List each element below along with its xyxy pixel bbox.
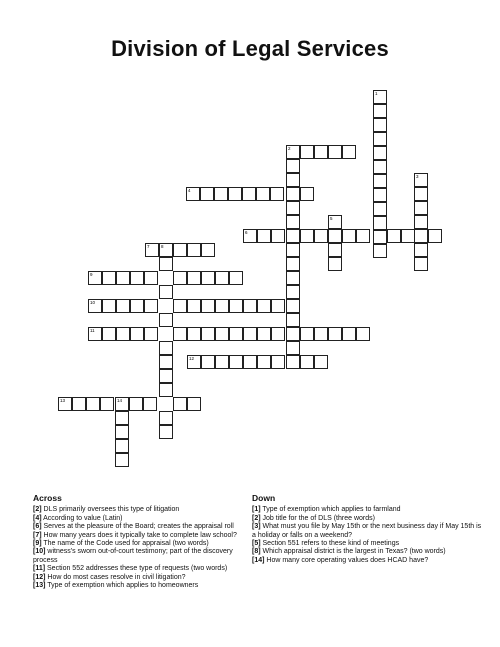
grid-cell[interactable] <box>257 299 271 313</box>
clue-text: According to value (Latin) <box>41 514 123 522</box>
grid-cell[interactable] <box>143 397 157 411</box>
grid-cell[interactable] <box>243 299 257 313</box>
clue-number: [2] <box>252 514 261 522</box>
grid-cell[interactable] <box>286 299 300 313</box>
cell-number: 10 <box>90 300 96 305</box>
grid-cell[interactable] <box>200 187 214 201</box>
grid-cell[interactable] <box>328 215 342 229</box>
grid-cell[interactable] <box>286 313 300 327</box>
down-clue <box>252 540 482 548</box>
grid-cell[interactable] <box>414 243 428 257</box>
grid-cell[interactable] <box>373 202 387 216</box>
grid-cell[interactable] <box>215 299 229 313</box>
grid-cell[interactable] <box>257 355 271 369</box>
clue-text: How do most cases resolve in civil litigation? <box>45 573 186 581</box>
grid-cell[interactable] <box>300 327 314 341</box>
grid-cell[interactable] <box>159 411 173 425</box>
grid-cell[interactable] <box>187 299 201 313</box>
clue-number: [5] <box>252 540 261 548</box>
cell-number: 9 <box>90 272 93 277</box>
grid-cell[interactable] <box>314 327 328 341</box>
cell-number: 4 <box>188 188 191 193</box>
across-clue <box>33 548 258 565</box>
clue-text: Serves at the pleasure of the Board; creates the appraisal roll <box>41 523 234 531</box>
grid-cell[interactable] <box>314 145 328 159</box>
grid-cell[interactable] <box>187 355 201 369</box>
grid-cell[interactable] <box>201 355 215 369</box>
grid-cell[interactable] <box>286 187 300 201</box>
grid-cell[interactable] <box>342 327 356 341</box>
grid-cell[interactable] <box>144 327 158 341</box>
grid-cell[interactable] <box>300 145 314 159</box>
grid-cell[interactable] <box>373 244 387 258</box>
grid-cell[interactable] <box>102 271 116 285</box>
down-clue <box>252 557 482 565</box>
grid-cell[interactable] <box>115 411 129 425</box>
across-clue <box>33 540 258 548</box>
grid-cell[interactable] <box>229 271 243 285</box>
grid-cell[interactable] <box>286 215 300 229</box>
grid-cell[interactable] <box>215 355 229 369</box>
clue-number: [7] <box>33 531 42 539</box>
grid-cell[interactable] <box>271 355 285 369</box>
grid-cell[interactable] <box>401 229 415 243</box>
grid-cell[interactable] <box>242 187 256 201</box>
grid-cell[interactable] <box>328 229 342 243</box>
down-heading: Down <box>252 493 276 503</box>
grid-cell[interactable] <box>286 341 300 355</box>
grid-cell[interactable] <box>414 201 428 215</box>
cell-number: 8 <box>161 244 164 249</box>
grid-cell[interactable] <box>102 299 116 313</box>
grid-cell[interactable] <box>130 299 144 313</box>
grid-cell[interactable] <box>270 187 284 201</box>
across-clue <box>33 506 258 514</box>
grid-cell[interactable] <box>257 229 271 243</box>
grid-cell[interactable] <box>130 327 144 341</box>
grid-cell[interactable] <box>373 132 387 146</box>
clue-number: [9] <box>33 540 42 548</box>
grid-cell[interactable] <box>286 145 300 159</box>
across-clue <box>33 565 258 573</box>
clue-text: The name of the Code used for appraisal (two words) <box>41 540 209 548</box>
grid-cell[interactable] <box>286 285 300 299</box>
across-clue <box>33 582 258 590</box>
grid-cell[interactable] <box>88 327 102 341</box>
grid-cell[interactable] <box>243 327 257 341</box>
grid-cell[interactable] <box>228 187 242 201</box>
grid-cell[interactable] <box>201 299 215 313</box>
grid-cell[interactable] <box>100 397 114 411</box>
grid-cell[interactable] <box>201 243 215 257</box>
grid-cell[interactable] <box>373 104 387 118</box>
clue-text: Job title for the of DLS (three words) <box>260 514 375 522</box>
clue-number: [8] <box>252 548 261 556</box>
grid-cell[interactable] <box>86 397 100 411</box>
down-clues <box>252 494 482 565</box>
grid-cell[interactable] <box>428 229 442 243</box>
grid-cell[interactable] <box>115 397 129 411</box>
grid-cell[interactable] <box>342 229 356 243</box>
across-clue <box>33 523 258 531</box>
clue-number: [13] <box>33 582 46 590</box>
grid-cell[interactable] <box>116 271 130 285</box>
grid-cell[interactable] <box>187 271 201 285</box>
grid-cell[interactable] <box>58 397 72 411</box>
grid-cell[interactable] <box>356 327 370 341</box>
grid-cell[interactable] <box>187 327 201 341</box>
grid-cell[interactable] <box>159 383 173 397</box>
grid-cell[interactable] <box>328 145 342 159</box>
grid-cell[interactable] <box>373 174 387 188</box>
grid-cell[interactable] <box>373 90 387 104</box>
clue-text: DLS primarily oversees this type of litigation <box>41 506 180 514</box>
cell-number: 3 <box>416 174 419 179</box>
clue-text: What must you file by May 15th or the next business day if May 15th is a holiday or falls on a weekend? <box>252 523 482 539</box>
down-clue <box>252 548 482 556</box>
grid-cell[interactable] <box>72 397 86 411</box>
clue-number: [11] <box>33 565 46 573</box>
clue-number: [4] <box>33 514 42 522</box>
grid-cell[interactable] <box>159 313 173 327</box>
clue-number: [14] <box>252 556 265 564</box>
grid-cell[interactable] <box>300 187 314 201</box>
across-clue <box>33 574 258 582</box>
grid-cell[interactable] <box>300 229 314 243</box>
grid-cell[interactable] <box>173 397 187 411</box>
grid-cell[interactable] <box>286 355 300 369</box>
grid-cell[interactable] <box>159 257 173 271</box>
clue-text: Type of exemption which applies to farmland <box>260 506 401 514</box>
grid-cell[interactable] <box>201 271 215 285</box>
cell-number: 11 <box>90 328 95 333</box>
down-clue <box>252 523 482 540</box>
grid-cell[interactable] <box>173 299 187 313</box>
cell-number: 13 <box>60 398 66 403</box>
grid-cell[interactable] <box>256 187 270 201</box>
grid-cell[interactable] <box>159 355 173 369</box>
grid-cell[interactable] <box>328 327 342 341</box>
across-clue-list <box>33 506 258 590</box>
grid-cell[interactable] <box>328 257 342 271</box>
clue-number: [2] <box>33 506 42 514</box>
grid-cell[interactable] <box>243 229 257 243</box>
clue-number: [10] <box>33 548 46 556</box>
grid-cell[interactable] <box>144 299 158 313</box>
grid-cell[interactable] <box>271 299 285 313</box>
clue-number: [12] <box>33 573 46 581</box>
grid-cell[interactable] <box>373 230 387 244</box>
across-clue <box>33 515 258 523</box>
grid-cell[interactable] <box>115 425 129 439</box>
grid-cell[interactable] <box>173 271 187 285</box>
grid-cell[interactable] <box>414 215 428 229</box>
grid-cell[interactable] <box>173 243 187 257</box>
grid-cell[interactable] <box>214 187 228 201</box>
grid-cell[interactable] <box>243 355 257 369</box>
grid-cell[interactable] <box>115 439 129 453</box>
grid-cell[interactable] <box>286 229 300 243</box>
across-clue <box>33 532 258 540</box>
grid-cell[interactable] <box>159 369 173 383</box>
grid-cell[interactable] <box>229 355 243 369</box>
grid-cell[interactable] <box>130 271 144 285</box>
grid-cell[interactable] <box>286 201 300 215</box>
across-clues <box>33 494 258 590</box>
grid-cell[interactable] <box>286 327 300 341</box>
cell-number: 2 <box>288 146 291 151</box>
grid-cell[interactable] <box>414 187 428 201</box>
grid-cell[interactable] <box>102 327 116 341</box>
grid-cell[interactable] <box>116 299 130 313</box>
grid-cell[interactable] <box>286 159 300 173</box>
grid-cell[interactable] <box>116 327 130 341</box>
grid-cell[interactable] <box>300 355 314 369</box>
cell-number: 12 <box>189 356 195 361</box>
grid-cell[interactable] <box>159 285 173 299</box>
grid-cell[interactable] <box>314 355 328 369</box>
grid-cell[interactable] <box>145 243 159 257</box>
grid-cell[interactable] <box>286 271 300 285</box>
grid-cell[interactable] <box>229 299 243 313</box>
grid-cell[interactable] <box>257 327 271 341</box>
grid-cell[interactable] <box>201 327 215 341</box>
cell-number: 14 <box>117 398 123 403</box>
across-heading: Across <box>33 493 62 503</box>
grid-cell[interactable] <box>286 243 300 257</box>
down-clue <box>252 515 482 523</box>
grid-cell[interactable] <box>271 327 285 341</box>
grid-cell[interactable] <box>373 160 387 174</box>
clue-text: How many core operating values does HCAD have? <box>264 556 429 564</box>
clue-number: [1] <box>252 506 261 514</box>
grid-cell[interactable] <box>129 397 143 411</box>
grid-cell[interactable] <box>387 229 401 243</box>
clue-text: witness's sworn out-of-court testimony; part of the discovery process <box>33 548 233 564</box>
grid-cell[interactable] <box>373 216 387 230</box>
grid-cell[interactable] <box>356 229 370 243</box>
grid-cell[interactable] <box>173 327 187 341</box>
grid-cell[interactable] <box>286 173 300 187</box>
cell-number: 5 <box>330 216 333 221</box>
grid-cell[interactable] <box>144 271 158 285</box>
grid-cell[interactable] <box>373 146 387 160</box>
grid-cell[interactable] <box>271 229 285 243</box>
grid-cell[interactable] <box>186 187 200 201</box>
grid-cell[interactable] <box>414 229 428 243</box>
down-clue-list <box>252 506 482 565</box>
grid-cell[interactable] <box>414 173 428 187</box>
grid-cell[interactable] <box>159 425 173 439</box>
grid-cell[interactable] <box>229 327 243 341</box>
grid-cell[interactable] <box>414 257 428 271</box>
grid-cell[interactable] <box>215 271 229 285</box>
grid-cell[interactable] <box>342 145 356 159</box>
grid-cell[interactable] <box>88 271 102 285</box>
down-clue <box>252 506 482 514</box>
puzzle-title: Division of Legal Services <box>111 36 389 61</box>
grid-cell[interactable] <box>159 243 173 257</box>
clue-text: How many years does it typically take to complete law school? <box>41 531 237 539</box>
grid-cell[interactable] <box>328 243 342 257</box>
clue-text: Section 552 addresses these type of requests (two words) <box>45 565 228 573</box>
grid-cell[interactable] <box>187 243 201 257</box>
grid-cell[interactable] <box>187 397 201 411</box>
grid-cell[interactable] <box>159 341 173 355</box>
cell-number: 1 <box>375 91 378 96</box>
clue-text: Type of exemption which applies to homeowners <box>45 582 199 590</box>
clue-text: Section 551 refers to these kind of meetings <box>260 540 400 548</box>
grid-cell[interactable] <box>373 118 387 132</box>
grid-cell[interactable] <box>314 229 328 243</box>
grid-cell[interactable] <box>286 257 300 271</box>
grid-cell[interactable] <box>88 299 102 313</box>
cell-number: 7 <box>147 244 150 249</box>
clue-number: [6] <box>33 523 42 531</box>
grid-cell[interactable] <box>215 327 229 341</box>
cell-number: 6 <box>245 230 248 235</box>
grid-cell[interactable] <box>373 188 387 202</box>
grid-cell[interactable] <box>115 453 129 467</box>
clue-number: [3] <box>252 523 261 531</box>
clue-text: Which appraisal district is the largest in Texas? (two words) <box>260 548 446 556</box>
